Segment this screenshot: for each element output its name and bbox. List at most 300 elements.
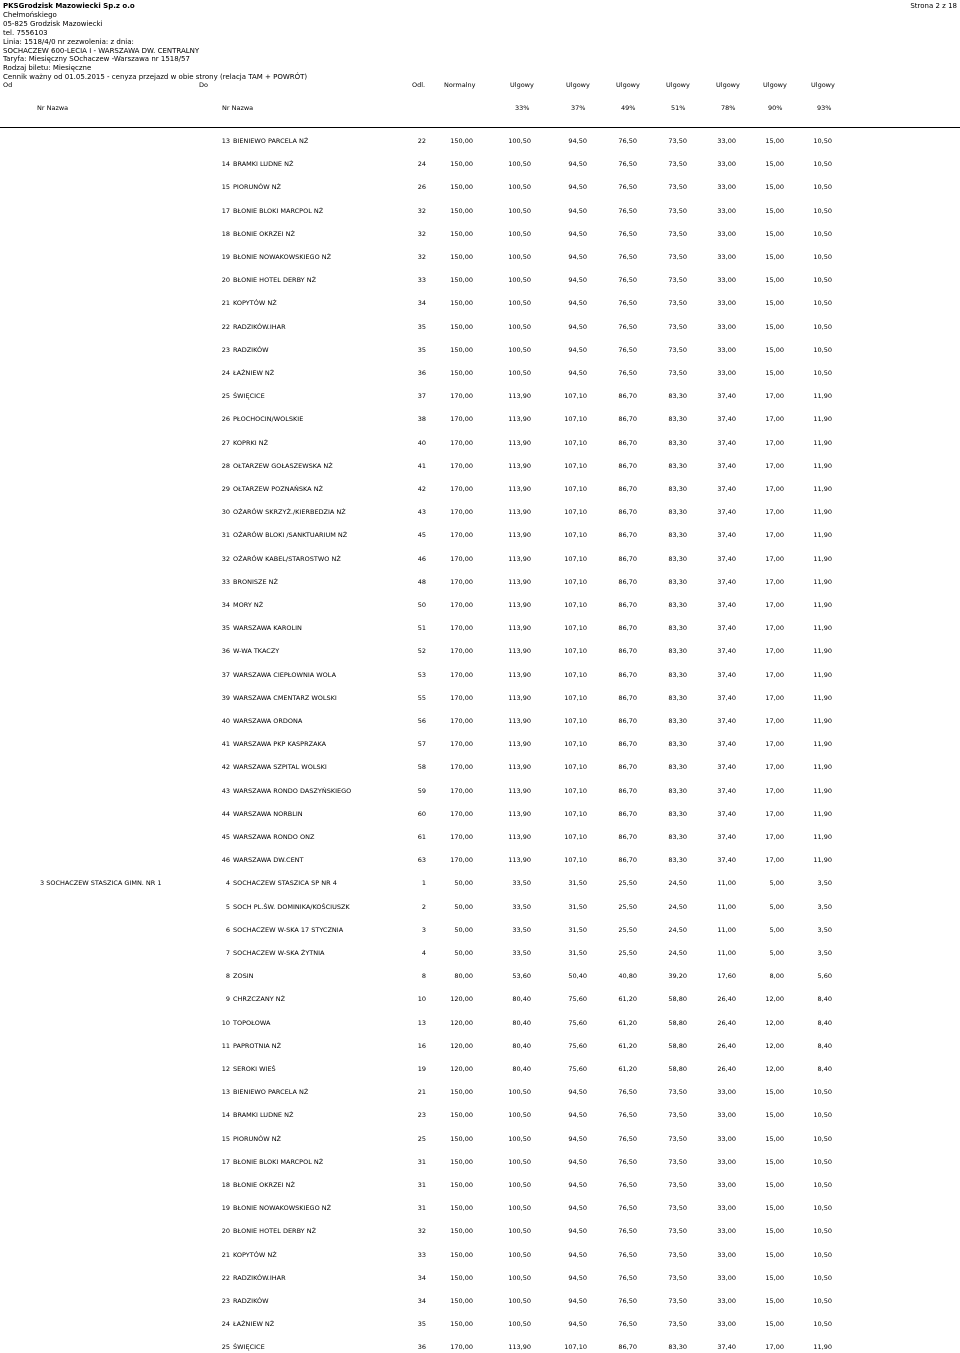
price-cell: 107,10 xyxy=(564,392,587,401)
price-cell: 113,90 xyxy=(508,438,531,447)
price-cell: 107,10 xyxy=(564,624,587,633)
price-cell: 26,40 xyxy=(717,995,736,1004)
table-row xyxy=(0,1157,960,1167)
price-cell: 150,00 xyxy=(450,1227,473,1236)
price-cell: 11,90 xyxy=(813,415,832,424)
price-cell: 73,50 xyxy=(668,276,687,285)
price-cell: 170,00 xyxy=(450,392,473,401)
price-cell: 76,50 xyxy=(618,1181,637,1189)
distance: 41 xyxy=(417,461,426,470)
stop-number: 22 xyxy=(221,1273,230,1282)
stop-name: MORY NŻ xyxy=(233,601,264,609)
price-cell: 37,40 xyxy=(717,438,736,447)
price-cell: 86,70 xyxy=(618,508,637,517)
price-cell: 37,40 xyxy=(717,717,736,725)
col-ulgowy-3: Ulgowy xyxy=(616,81,640,89)
price-cell: 113,90 xyxy=(508,601,531,609)
price-cell: 76,50 xyxy=(618,345,637,354)
price-cell: 61,20 xyxy=(618,1041,637,1050)
col-ulgowy-1: Ulgowy xyxy=(510,81,534,89)
price-cell: 83,30 xyxy=(668,415,687,424)
price-cell: 8,40 xyxy=(817,1065,832,1073)
price-cell: 37,40 xyxy=(717,415,736,424)
price-cell: 150,00 xyxy=(450,299,473,308)
price-cell: 73,50 xyxy=(668,1181,687,1189)
stop-number: 5 xyxy=(225,902,230,911)
table-row xyxy=(0,577,960,587)
table-row xyxy=(0,1064,960,1074)
table-row xyxy=(0,948,960,958)
price-cell: 83,30 xyxy=(668,809,687,818)
price-cell: 83,30 xyxy=(668,624,687,633)
distance: 19 xyxy=(417,1065,426,1073)
col-od: Od xyxy=(3,81,13,89)
table-row xyxy=(0,1342,960,1352)
price-cell: 5,60 xyxy=(817,972,832,981)
price-cell: 83,30 xyxy=(668,485,687,493)
distance: 32 xyxy=(417,253,426,261)
distance: 23 xyxy=(417,1111,426,1120)
price-cell: 113,90 xyxy=(508,740,531,749)
stop-number: 45 xyxy=(221,833,230,841)
price-cell: 17,00 xyxy=(765,786,784,795)
distance: 31 xyxy=(417,1181,426,1189)
col-normalny: Normalny xyxy=(444,81,476,89)
stop-number: 7 xyxy=(225,949,230,957)
table-row xyxy=(0,971,960,981)
price-cell: 73,50 xyxy=(668,206,687,215)
stop-number: 22 xyxy=(221,322,230,331)
price-cell: 150,00 xyxy=(450,1088,473,1097)
stop-number: 17 xyxy=(221,1157,230,1166)
table-row xyxy=(0,159,960,169)
price-cell: 11,00 xyxy=(717,925,736,934)
table-row xyxy=(0,809,960,819)
price-cell: 12,00 xyxy=(765,995,784,1004)
price-cell: 86,70 xyxy=(618,1343,637,1352)
price-cell: 3,50 xyxy=(817,902,832,911)
price-cell: 86,70 xyxy=(618,693,637,702)
price-cell: 83,30 xyxy=(668,554,687,563)
price-cell: 100,50 xyxy=(508,1204,531,1213)
price-cell: 107,10 xyxy=(564,786,587,795)
tariff: Taryfa: Miesięczny SOchaczew -Warszawa nr 1518/57 xyxy=(3,55,190,64)
price-cell: 107,10 xyxy=(564,577,587,586)
distance: 31 xyxy=(417,1157,426,1166)
price-cell: 11,00 xyxy=(717,949,736,957)
price-cell: 107,10 xyxy=(564,531,587,540)
distance: 36 xyxy=(417,369,426,377)
table-row xyxy=(0,878,960,888)
price-cell: 150,00 xyxy=(450,1181,473,1189)
price-cell: 73,50 xyxy=(668,229,687,238)
price-cell: 107,10 xyxy=(564,856,587,865)
company-name: PKSGrodzisk Mazowiecki Sp.z o.o xyxy=(3,2,135,10)
price-cell: 150,00 xyxy=(450,1134,473,1143)
price-cell: 94,50 xyxy=(568,1157,587,1166)
price-cell: 33,00 xyxy=(717,1320,736,1329)
price-cell: 100,50 xyxy=(508,253,531,261)
price-cell: 76,50 xyxy=(618,1320,637,1329)
price-cell: 86,70 xyxy=(618,647,637,656)
price-cell: 10,50 xyxy=(813,1204,832,1213)
price-cell: 76,50 xyxy=(618,1157,637,1166)
price-cell: 76,50 xyxy=(618,183,637,192)
price-cell: 37,40 xyxy=(717,392,736,401)
price-cell: 100,50 xyxy=(508,206,531,215)
price-cell: 15,00 xyxy=(765,1181,784,1189)
price-cell: 83,30 xyxy=(668,577,687,586)
col-ulgowy-7: Ulgowy xyxy=(811,81,835,89)
price-cell: 100,50 xyxy=(508,1134,531,1143)
price-cell: 8,40 xyxy=(817,1041,832,1050)
price-cell: 94,50 xyxy=(568,1134,587,1143)
price-cell: 17,00 xyxy=(765,833,784,841)
price-cell: 10,50 xyxy=(813,206,832,215)
price-cell: 15,00 xyxy=(765,1297,784,1305)
price-cell: 170,00 xyxy=(450,670,473,679)
price-cell: 76,50 xyxy=(618,1134,637,1143)
price-cell: 37,40 xyxy=(717,740,736,749)
price-list-validity: Cennik ważny od 01.05.2015 - cenyza przejazd w obie strony (relacja TAM + POWRÓT) xyxy=(3,73,308,82)
price-cell: 33,00 xyxy=(717,137,736,145)
price-cell: 15,00 xyxy=(765,299,784,308)
table-row xyxy=(0,1203,960,1213)
address-city: 05-825 Grodzisk Mazowiecki xyxy=(3,19,103,28)
price-cell: 33,00 xyxy=(717,253,736,261)
price-cell: 10,50 xyxy=(813,345,832,354)
price-cell: 37,40 xyxy=(717,485,736,493)
price-cell: 31,50 xyxy=(568,879,587,888)
price-cell: 86,70 xyxy=(618,461,637,470)
price-cell: 73,50 xyxy=(668,1088,687,1097)
price-cell: 10,50 xyxy=(813,1273,832,1282)
stop-number: 20 xyxy=(221,1227,230,1236)
price-cell: 76,50 xyxy=(618,229,637,238)
price-cell: 37,40 xyxy=(717,786,736,795)
price-cell: 83,30 xyxy=(668,833,687,841)
price-cell: 107,10 xyxy=(564,740,587,749)
price-cell: 120,00 xyxy=(450,1065,473,1073)
stop-number: 8 xyxy=(225,972,230,981)
price-cell: 11,90 xyxy=(813,740,832,749)
price-cell: 113,90 xyxy=(508,856,531,865)
distance: 32 xyxy=(417,206,426,215)
price-cell: 76,50 xyxy=(618,1250,637,1259)
price-cell: 170,00 xyxy=(450,856,473,865)
price-cell: 33,50 xyxy=(512,902,531,911)
price-cell: 33,00 xyxy=(717,1111,736,1120)
price-cell: 86,70 xyxy=(618,740,637,749)
price-cell: 8,40 xyxy=(817,1018,832,1027)
price-cell: 73,50 xyxy=(668,345,687,354)
price-cell: 37,40 xyxy=(717,833,736,841)
price-cell: 100,50 xyxy=(508,1227,531,1236)
price-cell: 107,10 xyxy=(564,693,587,702)
price-cell: 17,00 xyxy=(765,485,784,493)
price-cell: 17,00 xyxy=(765,717,784,725)
stop-number: 13 xyxy=(221,137,230,145)
table-row xyxy=(0,438,960,448)
from-stop: 3 SOCHACZEW STASZICA GIMN. NR 1 xyxy=(40,879,162,888)
distance: 16 xyxy=(417,1041,426,1050)
distance: 21 xyxy=(417,1088,426,1097)
table-row xyxy=(0,322,960,332)
stop-name: BŁONIE NOWAKOWSKIEGO NŻ xyxy=(233,1204,332,1213)
price-cell: 33,50 xyxy=(512,949,531,957)
stop-name: BŁONIE OKRZEI NŻ xyxy=(233,229,295,238)
stop-name: ŁAŹNIEW NŻ xyxy=(233,1320,275,1329)
price-cell: 33,00 xyxy=(717,1181,736,1189)
price-cell: 113,90 xyxy=(508,717,531,725)
price-cell: 37,40 xyxy=(717,809,736,818)
price-cell: 94,50 xyxy=(568,1088,587,1097)
distance: 34 xyxy=(417,1273,426,1282)
price-cell: 17,00 xyxy=(765,531,784,540)
price-cell: 11,90 xyxy=(813,392,832,401)
price-cell: 150,00 xyxy=(450,206,473,215)
price-cell: 73,50 xyxy=(668,1320,687,1329)
price-cell: 83,30 xyxy=(668,763,687,772)
col-ulgowy-4: Ulgowy xyxy=(666,81,690,89)
price-cell: 113,90 xyxy=(508,461,531,470)
price-cell: 170,00 xyxy=(450,833,473,841)
price-cell: 150,00 xyxy=(450,253,473,261)
price-cell: 73,50 xyxy=(668,1273,687,1282)
price-cell: 170,00 xyxy=(450,624,473,633)
price-cell: 113,90 xyxy=(508,693,531,702)
stop-name: OŻARÓW BLOKI /SANKTUARIUM NŻ xyxy=(233,531,348,540)
price-cell: 15,00 xyxy=(765,1157,784,1166)
price-cell: 86,70 xyxy=(618,554,637,563)
stop-name: WARSZAWA RONDO ONZ xyxy=(233,833,315,841)
price-cell: 12,00 xyxy=(765,1018,784,1027)
price-cell: 10,50 xyxy=(813,229,832,238)
price-cell: 86,70 xyxy=(618,856,637,865)
distance: 55 xyxy=(417,693,426,702)
stop-name: WARSZAWA KAROLIN xyxy=(233,624,302,633)
price-cell: 83,30 xyxy=(668,392,687,401)
price-cell: 100,50 xyxy=(508,369,531,377)
price-cell: 33,00 xyxy=(717,1227,736,1236)
price-cell: 150,00 xyxy=(450,1157,473,1166)
price-cell: 11,90 xyxy=(813,786,832,795)
price-cell: 100,50 xyxy=(508,1157,531,1166)
price-cell: 80,40 xyxy=(512,1018,531,1027)
price-cell: 150,00 xyxy=(450,1111,473,1120)
price-cell: 17,00 xyxy=(765,1343,784,1352)
price-cell: 73,50 xyxy=(668,137,687,145)
price-cell: 100,50 xyxy=(508,183,531,192)
price-cell: 83,30 xyxy=(668,508,687,517)
price-cell: 76,50 xyxy=(618,322,637,331)
stop-name: SOCH PL.ŚW. DOMINIKA/KOŚCIUSZK xyxy=(233,902,350,911)
price-cell: 76,50 xyxy=(618,1204,637,1213)
price-cell: 11,90 xyxy=(813,717,832,725)
stop-name: ŚWIĘCICE xyxy=(233,392,265,401)
price-cell: 170,00 xyxy=(450,531,473,540)
price-cell: 11,90 xyxy=(813,647,832,656)
distance: 50 xyxy=(417,601,426,609)
price-cell: 107,10 xyxy=(564,763,587,772)
table-row xyxy=(0,229,960,239)
stop-name: RADZIKÓW.IHAR xyxy=(233,322,286,331)
price-cell: 86,70 xyxy=(618,577,637,586)
table-row xyxy=(0,252,960,262)
stop-name: PIORUNÓW NŻ xyxy=(233,183,282,192)
stop-number: 39 xyxy=(221,693,230,702)
price-cell: 33,00 xyxy=(717,1088,736,1097)
price-cell: 10,50 xyxy=(813,299,832,308)
price-cell: 73,50 xyxy=(668,1297,687,1305)
phone: tel. 7556103 xyxy=(3,28,48,37)
stop-name: BŁONIE HOTEL DERBY NŻ xyxy=(233,276,317,285)
stop-name: ŁAŹNIEW NŻ xyxy=(233,369,275,377)
price-cell: 15,00 xyxy=(765,229,784,238)
table-row xyxy=(0,345,960,355)
stop-number: 25 xyxy=(221,392,230,401)
price-cell: 17,00 xyxy=(765,693,784,702)
price-cell: 86,70 xyxy=(618,786,637,795)
price-cell: 76,50 xyxy=(618,299,637,308)
price-cell: 75,60 xyxy=(568,1065,587,1073)
table-row xyxy=(0,484,960,494)
price-cell: 33,00 xyxy=(717,1134,736,1143)
distance: 25 xyxy=(417,1134,426,1143)
price-cell: 5,00 xyxy=(769,902,784,911)
price-cell: 150,00 xyxy=(450,1320,473,1329)
price-cell: 86,70 xyxy=(618,624,637,633)
distance: 61 xyxy=(417,833,426,841)
price-cell: 107,10 xyxy=(564,809,587,818)
table-row xyxy=(0,832,960,842)
price-cell: 83,30 xyxy=(668,461,687,470)
price-cell: 61,20 xyxy=(618,995,637,1004)
price-cell: 10,50 xyxy=(813,1320,832,1329)
table-row xyxy=(0,739,960,749)
price-cell: 11,90 xyxy=(813,461,832,470)
price-cell: 15,00 xyxy=(765,160,784,169)
table-row xyxy=(0,762,960,772)
price-cell: 86,70 xyxy=(618,763,637,772)
price-cell: 10,50 xyxy=(813,1088,832,1097)
price-cell: 26,40 xyxy=(717,1041,736,1050)
price-cell: 86,70 xyxy=(618,485,637,493)
price-cell: 26,40 xyxy=(717,1018,736,1027)
distance: 36 xyxy=(417,1343,426,1352)
distance: 33 xyxy=(417,1250,426,1259)
price-cell: 17,60 xyxy=(717,972,736,981)
price-cell: 73,50 xyxy=(668,1250,687,1259)
price-cell: 94,50 xyxy=(568,1273,587,1282)
price-cell: 113,90 xyxy=(508,485,531,493)
price-cell: 37,40 xyxy=(717,693,736,702)
price-cell: 3,50 xyxy=(817,949,832,957)
price-cell: 75,60 xyxy=(568,1018,587,1027)
price-cell: 15,00 xyxy=(765,1227,784,1236)
table-row xyxy=(0,646,960,656)
price-cell: 10,50 xyxy=(813,322,832,331)
stop-number: 35 xyxy=(221,624,230,633)
table-row xyxy=(0,1018,960,1028)
price-cell: 33,00 xyxy=(717,160,736,169)
table-row xyxy=(0,716,960,726)
col-pct-49: 49% xyxy=(621,104,636,112)
stop-number: 18 xyxy=(221,229,230,238)
col-pct-78: 78% xyxy=(721,104,736,112)
price-cell: 73,50 xyxy=(668,1204,687,1213)
price-cell: 33,00 xyxy=(717,229,736,238)
price-cell: 83,30 xyxy=(668,670,687,679)
price-cell: 170,00 xyxy=(450,601,473,609)
price-cell: 100,50 xyxy=(508,1111,531,1120)
price-cell: 15,00 xyxy=(765,1273,784,1282)
table-row xyxy=(0,600,960,610)
distance: 2 xyxy=(421,902,426,911)
price-cell: 86,70 xyxy=(618,392,637,401)
distance: 35 xyxy=(417,345,426,354)
price-cell: 17,00 xyxy=(765,438,784,447)
price-cell: 150,00 xyxy=(450,1250,473,1259)
stop-number: 23 xyxy=(221,345,230,354)
address-street: Chełmońskiego xyxy=(3,10,57,19)
price-cell: 73,50 xyxy=(668,299,687,308)
price-cell: 120,00 xyxy=(450,1041,473,1050)
price-cell: 107,10 xyxy=(564,485,587,493)
price-cell: 24,50 xyxy=(668,949,687,957)
stop-number: 32 xyxy=(221,554,230,563)
price-cell: 83,30 xyxy=(668,1343,687,1352)
price-cell: 17,00 xyxy=(765,461,784,470)
stop-name: SOCHACZEW STASZICA SP NR 4 xyxy=(233,879,337,888)
price-cell: 150,00 xyxy=(450,229,473,238)
col-pct-93: 93% xyxy=(817,104,832,112)
price-cell: 150,00 xyxy=(450,183,473,192)
col-odl: Odl. xyxy=(412,81,426,89)
price-cell: 94,50 xyxy=(568,1111,587,1120)
price-cell: 10,50 xyxy=(813,1134,832,1143)
price-cell: 86,70 xyxy=(618,670,637,679)
price-cell: 94,50 xyxy=(568,1320,587,1329)
stop-name: OŁTARZEW POZNAŃSKA NŻ xyxy=(233,485,324,493)
price-cell: 107,10 xyxy=(564,461,587,470)
price-cell: 80,00 xyxy=(454,972,473,981)
table-row xyxy=(0,136,960,146)
stop-name: RADZIKÓW xyxy=(233,1297,269,1305)
price-cell: 15,00 xyxy=(765,345,784,354)
price-cell: 11,90 xyxy=(813,438,832,447)
price-cell: 17,00 xyxy=(765,763,784,772)
price-cell: 113,90 xyxy=(508,577,531,586)
stop-number: 19 xyxy=(221,253,230,261)
stop-name: WARSZAWA NORBLIN xyxy=(233,809,303,818)
price-cell: 61,20 xyxy=(618,1018,637,1027)
table-row xyxy=(0,1319,960,1329)
price-cell: 94,50 xyxy=(568,276,587,285)
price-cell: 107,10 xyxy=(564,554,587,563)
stop-name: KOPRKI NŻ xyxy=(233,438,269,447)
col-pct-33: 33% xyxy=(515,104,530,112)
distance: 1 xyxy=(421,879,426,888)
price-cell: 94,50 xyxy=(568,253,587,261)
distance: 59 xyxy=(417,786,426,795)
stop-name: BŁONIE NOWAKOWSKIEGO NŻ xyxy=(233,253,332,261)
price-cell: 8,40 xyxy=(817,995,832,1004)
distance: 34 xyxy=(417,299,426,308)
table-row xyxy=(0,786,960,796)
price-cell: 61,20 xyxy=(618,1065,637,1073)
distance: 34 xyxy=(417,1297,426,1305)
